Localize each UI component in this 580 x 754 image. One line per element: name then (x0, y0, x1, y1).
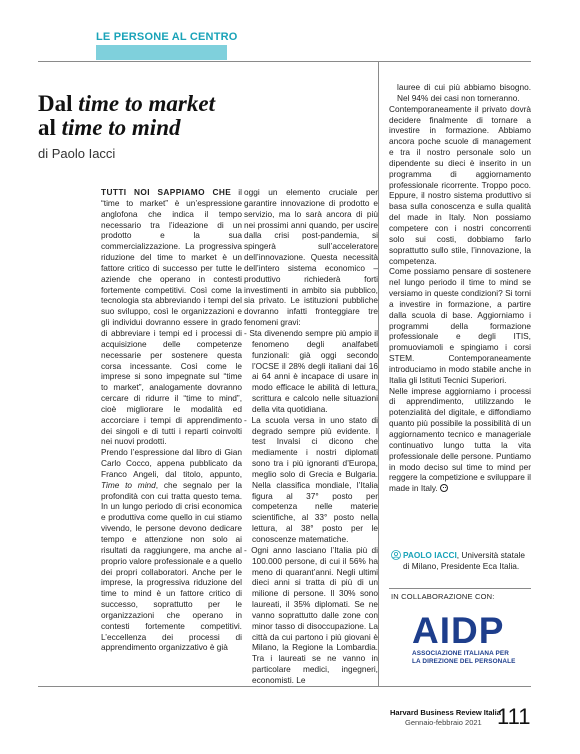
column1-p2-b: , che segnalo per la profondità con cui tratta questo tema. In un lungo periodo di crisi economica e produttiva come quello in cui stiamo vivendo, le persone devono dedicare tempo e attenzione non solo ai risultati da raggiungere, ma anche al proprio valore professionale e a quello dei propri collaboratori. Anche per le imprese, la progressiva riduzione del time to mind è un fattore critico di successo, soprattutto per le organizzazioni che operano in contesti fortemente competitivi. L’eccellenza dei processi di apprendimento organizzativo è già (101, 479, 242, 653)
collab-rule (389, 588, 531, 589)
column1-p1-text: il “time to market” è un’espressione anglofona che indica il tempo necessario tra l’ideazione di un prodotto e la sua commercializzazione. La progressiva riduzione del time to market è un fattore critico di successo per tutte le aziende che operano in contesti fortemente competitivi. Così come la tecnologia sta abbreviando i tempi del suo sviluppo, così le organizzazioni e gli individui dovranno essere in grado di abbreviare i tempi ed i processi di acquisizione delle competenze necessarie per sostenere questa corsa incessante. Così come le imprese si sono impegnate sul “time to market”, analogamente dovranno cercare di ridurre il “time to mind”, cioè migliorare le modalità ed accorciare i tempi di apprendimento dei singoli e di tutti i reparti coinvolti nei nuovi prodotti. (101, 187, 242, 447)
column3-paragraph-1: lauree di cui più abbiamo bisogno. Nel 94% dei casi non torneranno. (397, 82, 531, 103)
title-line1-italic: time to market (78, 91, 215, 116)
article-column-1 (101, 187, 242, 653)
book-title: Time to mind (101, 479, 156, 490)
logo-line-2: LA DIREZIONE DEL PERSONALE (412, 658, 516, 665)
footer-publication: Harvard Business Review Italia (390, 708, 501, 717)
collab-label: IN COLLABORAZIONE CON: (391, 592, 495, 601)
person-icon (391, 550, 401, 560)
list-item: - Ogni anno lasciano l’Italia più di 100.000 persone, di cui il 56% ha meno di quarant’anni. Negli ultimi dieci anni si tratta di più di un milione di persone. Il 30% sono laureati, il 35% diplomati. Se ne vanno soprattutto dalle zone con minor tasso di disoccupazione. La città da cui partono i più giovani è Milano, la Regione la Lombardia. Tra i laureati se ne vanno in particolare medici, ingegneri, economisti. Le (244, 544, 378, 685)
column3-paragraph-4 (389, 386, 531, 494)
author-name: PAOLO IACCI (403, 550, 457, 560)
title-line2-italic: time to mind (61, 115, 181, 140)
column3-paragraph-3: Come possiamo pensare di sostenere nel lungo periodo il time to mind se versiamo in queste condizioni? Si torni a investire in formazione, a partire dalla scuola di base. Aggiorniamo i programmi della formazione professionale e degli ITIS, promuoviamoli e spingiamo i corsi STEM. Contemporaneamente introduciamo in modo stabile anche in Italia gli Istituti Tecnici Superiori. (389, 266, 531, 385)
column3-paragraph-2: Contemporaneamente il privato dovrà decidere finalmente di tornare a investire in formazione. Abbiamo ancora poche scuole di management e tra il nostro personale solo un dipendente su dieci è inserito in un programma di aggiornamento professionale ricorrente. Troppo poco. Eppure, il nostro sistema produttivo si basa sulla conoscenza e sulla qualità del made in Italy. Non possiamo competere con i nostri concorrenti solo sui costi, dobbiamo farlo soprattutto sullo stile, l’innovazione, la competenza. (389, 103, 531, 266)
article-column-2 (244, 187, 378, 686)
logo-mark: AIDP (412, 610, 505, 651)
aidp-logo (412, 610, 516, 666)
list-item: - Sta divenendo sempre più ampio il fenomeno degli analfabeti funzionali: già oggi secondo l’OCSE il 28% degli italiani dai 16 ai 64 anni è incapace di usare in modo efficace le abilità di lettura, scrittura e calcolo nelle situazioni della vita quotidiana. (244, 327, 378, 414)
title-line2-normal: al (38, 115, 62, 140)
top-rule (38, 61, 531, 62)
list-item: - La scuola versa in uno stato di degrado sempre più evidente. I test Invalsi ci dicono che mediamente i nostri diplomati sono tra i più ignoranti d’Europa, meglio solo di Grecia e Bulgaria. Nella classifica mondiale, l’Italia figura al 37° posto per competenza nelle materie scientifiche, al 33° posto nella lettura, al 38° posto per le conoscenze matematiche. (244, 414, 378, 544)
bottom-rule (38, 686, 531, 687)
section-label: LE PERSONE AL CENTRO (96, 31, 238, 43)
page-number: 111 (497, 704, 531, 729)
lead-in: TUTTI NOI SAPPIAMO CHE (101, 187, 232, 197)
article-byline: di Paolo Iacci (38, 146, 116, 161)
article-title (38, 92, 368, 140)
column1-p2-a: Prendo l’espressione dal libro di Gian Carlo Cocco, appena pubblicato da Franco Angeli, dal titolo, appunto, (101, 447, 242, 479)
column1-paragraph-2 (101, 447, 242, 653)
footer-date: Gennaio-febbraio 2021 (405, 718, 482, 727)
column1-paragraph-1 (101, 187, 242, 447)
author-bio (391, 550, 533, 572)
title-line1-normal: Dal (38, 91, 79, 116)
column-divider (378, 61, 379, 686)
column2-paragraph-1: oggi un elemento cruciale per garantire innovazione di prodotto e servizio, ma lo sarà ancora di più nei prossimi anni quando, per uscire dalla crisi post-pandemia, si spingerà sull’acceleratore dell’innovazione. Questa necessità dell’intero sistema economico – produttivo richiederà forti investimenti in ambito sia pubblico, sia privato. Le istituzioni pubbliche dovranno infatti fronteggiare tre fenomeni gravi: (244, 187, 378, 328)
author-box (391, 550, 533, 572)
article-column-3 (389, 82, 531, 494)
smiley-icon (440, 484, 448, 492)
logo-line-1: ASSOCIAZIONE ITALIANA PER (412, 650, 509, 657)
author-affiliation: , Università statale di Milano, Presidente Eca Italia. (403, 550, 526, 571)
section-accent-bar (96, 45, 227, 60)
column3-p4-text: Nelle imprese aggiorniamo i processi di apprendimento, utilizzando le potenzialità del digitale, e diffondiamo quanto più possibile la possibilità di un aggiornamento tecnico e manageriale continuativo lungo tutta la vita professionale delle persone. Puntiamo in modo deciso sul time to mind per reggere la competizione e sviluppare il made in Italy. (389, 385, 531, 494)
